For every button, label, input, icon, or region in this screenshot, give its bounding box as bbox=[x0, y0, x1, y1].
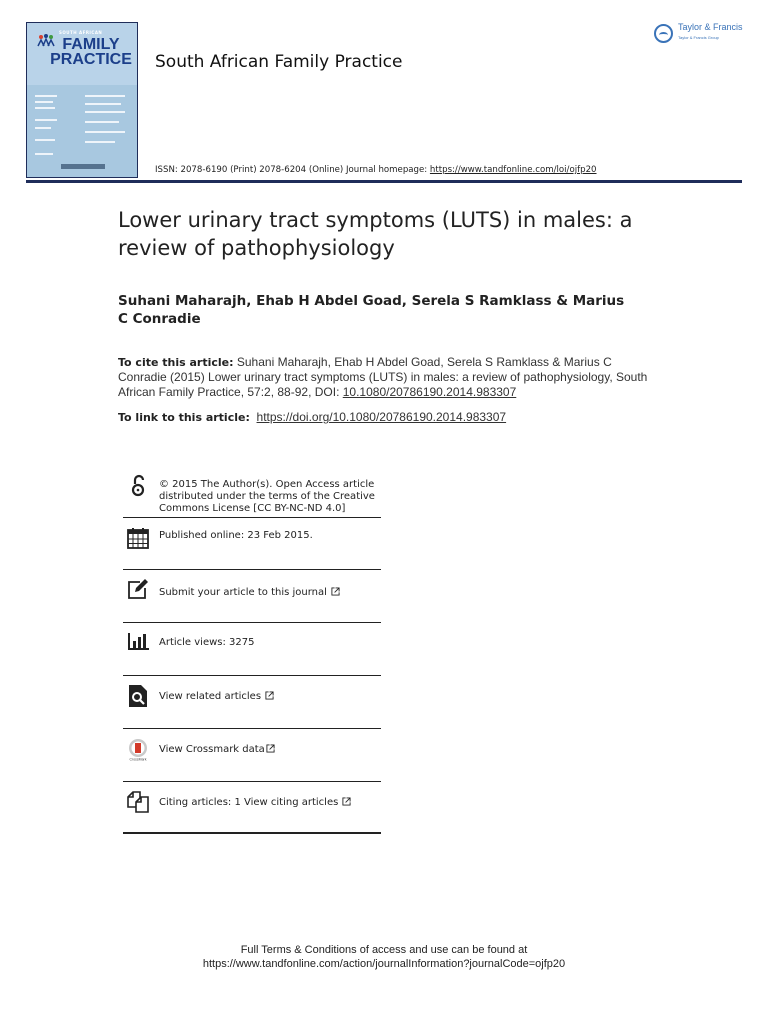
cover-publisher-mark bbox=[61, 164, 105, 169]
terms-url[interactable]: https://www.tandfonline.com/action/journalInformation?journalCode=ojfp20 bbox=[202, 958, 566, 970]
crossmark-label: View Crossmark data bbox=[159, 744, 265, 755]
cover-toc-line bbox=[85, 103, 121, 105]
publisher-sub: Taylor & Francis Group bbox=[678, 35, 719, 40]
cover-toc-line bbox=[35, 119, 57, 121]
cite-label: To cite this article: bbox=[118, 356, 234, 369]
article-link-block bbox=[118, 410, 658, 424]
info-row-crossmark[interactable] bbox=[123, 729, 381, 782]
cover-toc-line bbox=[35, 127, 51, 129]
cover-toc-line bbox=[85, 141, 115, 143]
journal-cover-image bbox=[26, 22, 138, 178]
info-row-submit[interactable] bbox=[123, 570, 381, 623]
license-text: © 2015 The Author(s). Open Access article distributed under the terms of the Creative Commons License [CC BY-NC-ND 4.0] bbox=[159, 479, 375, 514]
cover-toc-line bbox=[85, 131, 125, 133]
article-title: Lower urinary tract symptoms (LUTS) in males: a review of pathophysiology bbox=[118, 208, 633, 260]
search-document-icon bbox=[126, 684, 150, 708]
cover-title-line2: PRACTICE bbox=[50, 51, 132, 68]
published-date: Published online: 23 Feb 2015. bbox=[159, 530, 313, 541]
cover-title bbox=[45, 37, 137, 67]
external-link-icon bbox=[342, 797, 351, 806]
article-views: Article views: 3275 bbox=[159, 637, 255, 648]
cover-kicker: SOUTH AFRICAN bbox=[59, 30, 103, 35]
cover-toc-line bbox=[35, 153, 53, 155]
cover-toc-line bbox=[35, 95, 57, 97]
external-link-icon bbox=[265, 691, 274, 700]
terms-line: Full Terms & Conditions of access and use can be found at bbox=[240, 944, 528, 956]
citation-block bbox=[118, 355, 658, 400]
link-label: To link to this article: bbox=[118, 411, 250, 424]
journal-name: South African Family Practice bbox=[155, 52, 403, 72]
svg-text:CrossMark: CrossMark bbox=[129, 757, 147, 761]
related-articles-link[interactable] bbox=[159, 691, 381, 703]
header-divider bbox=[26, 180, 742, 183]
cover-toc-line bbox=[85, 121, 119, 123]
info-row-citing[interactable] bbox=[123, 782, 381, 834]
publisher-name: Taylor & Francis bbox=[678, 22, 743, 32]
related-articles-label: View related articles bbox=[159, 691, 262, 702]
edit-icon bbox=[126, 577, 150, 601]
issn-text: ISSN: 2078-6190 (Print) 2078-6204 (Online) Journal homepage: bbox=[155, 165, 430, 175]
external-link-icon bbox=[266, 744, 275, 753]
crossmark-icon bbox=[126, 737, 150, 761]
issn-line bbox=[155, 165, 597, 175]
info-row-published bbox=[123, 518, 381, 570]
taylor-francis-icon bbox=[654, 24, 673, 43]
info-row-views bbox=[123, 623, 381, 676]
open-access-icon bbox=[126, 474, 150, 498]
cover-toc-line bbox=[85, 111, 125, 113]
cover-toc-line bbox=[35, 107, 55, 109]
terms-footer bbox=[0, 943, 768, 971]
info-row-license bbox=[123, 470, 381, 518]
article-doi-url[interactable]: https://doi.org/10.1080/20786190.2014.983307 bbox=[256, 410, 507, 424]
crossmark-link[interactable] bbox=[159, 744, 381, 756]
external-link-icon bbox=[331, 587, 340, 596]
citing-articles-label: Citing articles: 1 View citing articles bbox=[159, 797, 339, 808]
cover-toc-line bbox=[35, 101, 53, 103]
doi-link[interactable]: 10.1080/20786190.2014.983307 bbox=[342, 385, 517, 399]
journal-homepage-link[interactable]: https://www.tandfonline.com/loi/ojfp20 bbox=[429, 165, 597, 175]
cite-text: Suhani Maharajh, Ehab H Abdel Goad, Serela S Ramklass & Marius C Conradie (2015) Lower urinary tract symptoms (LUTS) in males: a review of pathophysiology, South African Family Practice, 57:2, 88-92, DOI: bbox=[118, 355, 648, 399]
submit-article-link[interactable] bbox=[159, 587, 381, 599]
bar-chart-icon bbox=[126, 629, 150, 653]
submit-article-label: Submit your article to this journal bbox=[159, 587, 327, 598]
citing-icon bbox=[126, 790, 150, 814]
cover-toc-line bbox=[85, 95, 125, 97]
calendar-icon bbox=[126, 526, 150, 550]
info-row-related[interactable] bbox=[123, 676, 381, 729]
cover-title-line1: FAMILY bbox=[62, 36, 120, 53]
citing-articles-link[interactable] bbox=[159, 797, 381, 809]
cover-toc-line bbox=[35, 139, 55, 141]
article-authors: Suhani Maharajh, Ehab H Abdel Goad, Serela S Ramklass & Marius C Conradie bbox=[118, 293, 625, 327]
